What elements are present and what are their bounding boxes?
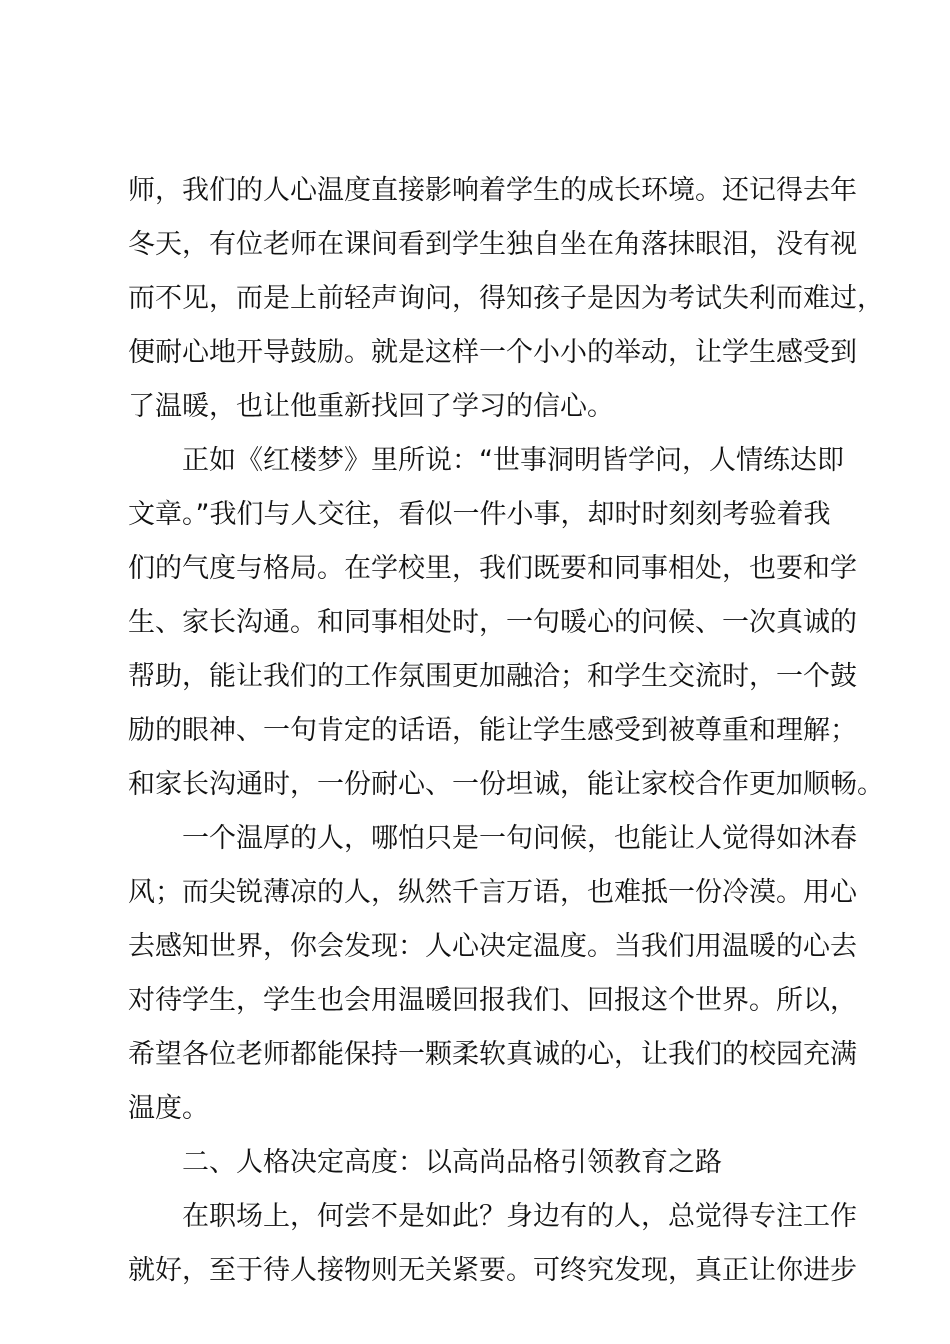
text-line: 励的眼神、一句肯定的话语，能让学生感受到被尊重和理解； <box>128 715 857 746</box>
text-line: 师，我们的人心温度直接影响着学生的成长环境。还记得去年 <box>128 175 857 206</box>
text-line: 们的气度与格局。在学校里，我们既要和同事相处，也要和学 <box>128 553 857 584</box>
text-line: 便耐心地开导鼓励。就是这样一个小小的举动，让学生感受到 <box>128 337 857 368</box>
text-line: 冬天，有位老师在课间看到学生独自坐在角落抹眼泪，没有视 <box>128 229 857 260</box>
text-line: 风；而尖锐薄凉的人，纵然千言万语，也难抵一份冷漠。用心 <box>128 877 857 908</box>
text-line: 在职场上，何尝不是如此？身边有的人，总觉得专注工作 <box>182 1201 857 1232</box>
text-line: 和家长沟通时，一份耐心、一份坦诚，能让家校合作更加顺畅。 <box>128 769 884 800</box>
text-line: 去感知世界，你会发现：人心决定温度。当我们用温暖的心去 <box>128 931 857 962</box>
text-line: 温度。 <box>128 1093 209 1124</box>
text-line: 希望各位老师都能保持一颗柔软真诚的心，让我们的校园充满 <box>128 1039 857 1070</box>
text-line: 对待学生，学生也会用温暖回报我们、回报这个世界。所以， <box>128 985 857 1016</box>
text-line: 一个温厚的人，哪怕只是一句问候，也能让人觉得如沐春 <box>182 823 857 854</box>
text-line: 就好，至于待人接物则无关紧要。可终究发现，真正让你进步 <box>128 1255 857 1286</box>
text-line: 了温暖，也让他重新找回了学习的信心。 <box>128 391 614 422</box>
section-heading: 二、人格决定高度：以高尚品格引领教育之路 <box>182 1147 722 1178</box>
text-line: 帮助，能让我们的工作氛围更加融洽；和学生交流时，一个鼓 <box>128 661 857 692</box>
text-line: 生、家长沟通。和同事相处时，一句暖心的问候、一次真诚的 <box>128 607 857 638</box>
text-line: 文章。”我们与人交往，看似一件小事，却时时刻刻考验着我 <box>128 499 831 530</box>
text-line: 而不见，而是上前轻声询问，得知孩子是因为考试失利而难过， <box>128 283 884 314</box>
document-body <box>128 164 884 1298</box>
text-line: 正如《红楼梦》里所说：“世事洞明皆学问，人情练达即 <box>182 445 844 476</box>
